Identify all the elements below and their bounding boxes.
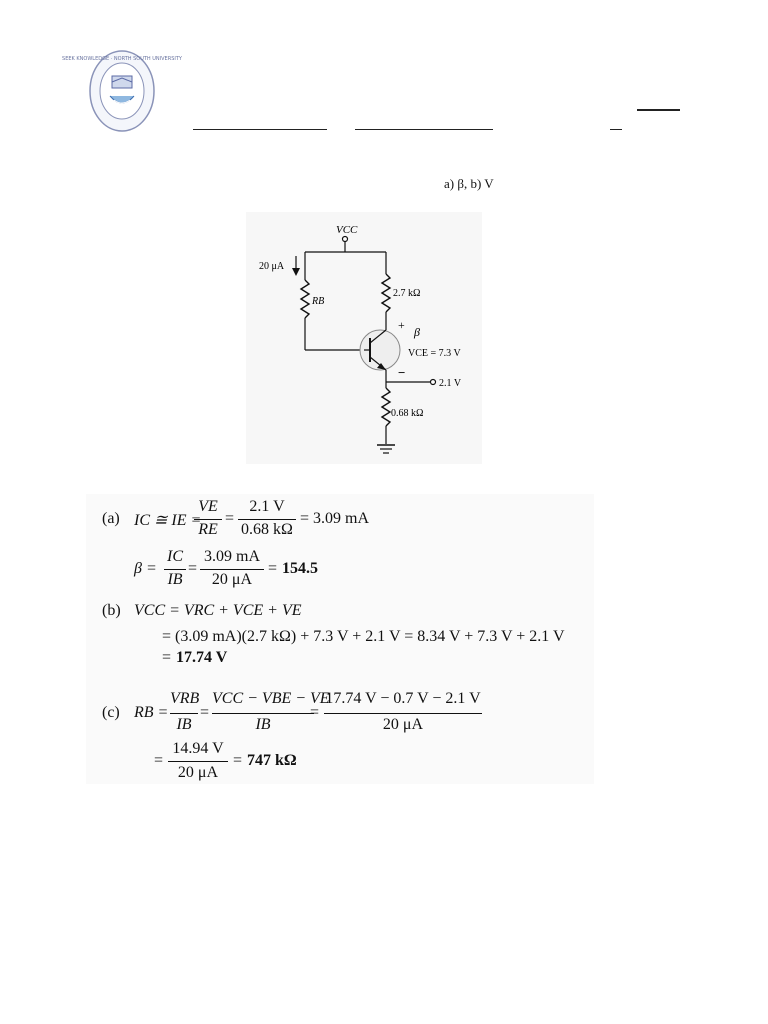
part-b-label: (b)	[102, 602, 121, 619]
part-a-frac2-num: 2.1 V	[249, 498, 285, 515]
transistor-circuit-diagram	[246, 212, 482, 464]
beta-frac2-den: 20 μA	[211, 571, 253, 588]
beta-result: 154.5	[282, 560, 318, 577]
part-b-line2: = (3.09 mA)(2.7 kΩ) + 7.3 V + 2.1 V = 8.34 V + 7.3 V + 2.1 V	[162, 628, 565, 645]
part-c-lhs: RB =	[134, 704, 169, 721]
part-c-frac2-bar	[212, 713, 314, 714]
part-c-frac2-den: IB	[255, 716, 271, 733]
part-b-line1: VCC = VRC + VCE + VE	[134, 602, 302, 619]
question-prompt: a) β, b) V	[444, 176, 494, 191]
university-logo	[62, 48, 182, 134]
part-c-frac1-den: IB	[176, 716, 192, 733]
rb-label: RB	[312, 296, 325, 307]
part-b-line3-eq: =	[162, 649, 172, 666]
vcc-terminal	[343, 237, 348, 242]
beta-frac2-num: 3.09 mA	[204, 548, 260, 565]
part-c-frac3-bar	[324, 713, 482, 714]
part-a-lhs: IC ≅ IE =	[134, 512, 202, 529]
part-a-frac1-bar	[194, 519, 222, 520]
part-a-frac2-bar	[238, 519, 296, 520]
vce-label: VCE = 7.3 V	[408, 348, 461, 359]
part-c-frac1-num: VRB	[170, 690, 200, 707]
re-label: 0.68 kΩ	[391, 408, 424, 419]
part-c-frac2-num: VCC − VBE − VE	[212, 690, 330, 707]
beta-frac2-bar	[200, 569, 264, 570]
header-line-1	[193, 129, 327, 130]
part-b-result: 17.74 V	[176, 649, 228, 666]
part-c-result: 747 kΩ	[247, 752, 297, 769]
part-a-label: (a)	[102, 510, 120, 527]
part-c-label: (c)	[102, 704, 120, 721]
part-c-frac3-num: 17.74 V − 0.7 V − 2.1 V	[325, 690, 481, 707]
part-c-result-eq: =	[233, 752, 243, 769]
solution-panel	[86, 494, 594, 784]
logo-text: SEEK KNOWLEDGE · NORTH SOUTH UNIVERSITY	[62, 56, 182, 62]
part-a-frac1-den: RE	[198, 521, 218, 538]
part-c-frac3-den: 20 μA	[382, 716, 424, 733]
beta-label: β	[414, 325, 420, 339]
plus-label: +	[398, 318, 405, 332]
beta-lhs: β =	[134, 560, 157, 577]
header-line-2	[355, 129, 493, 130]
rc-label: 2.7 kΩ	[393, 288, 421, 299]
part-c-frac1-bar	[170, 713, 198, 714]
beta-eq: =	[188, 560, 198, 577]
beta-frac1-bar	[164, 569, 186, 570]
part-c-eq2: =	[310, 704, 320, 721]
beta-frac1-num: IC	[167, 548, 183, 565]
header-line-4	[637, 109, 680, 111]
part-a-result: = 3.09 mA	[300, 510, 370, 527]
part-a-eq1: =	[225, 510, 235, 527]
header-line-3	[610, 129, 622, 130]
part-c-frac4-den: 20 μA	[177, 764, 219, 781]
ve-label: 2.1 V	[439, 378, 462, 389]
beta-result-eq: =	[268, 560, 278, 577]
minus-label: −	[398, 365, 406, 380]
part-c-frac4-num: 14.94 V	[172, 740, 224, 757]
part-c-line2-eq: =	[154, 752, 164, 769]
part-c-eq1: =	[200, 704, 210, 721]
part-a-frac1-num: VE	[198, 498, 218, 515]
ve-terminal	[431, 380, 436, 385]
vcc-label: VCC	[336, 224, 358, 236]
beta-frac1-den: IB	[167, 571, 183, 588]
part-a-frac2-den: 0.68 kΩ	[241, 521, 293, 538]
ib-label: 20 μA	[259, 261, 285, 272]
part-c-frac4-bar	[168, 761, 228, 762]
